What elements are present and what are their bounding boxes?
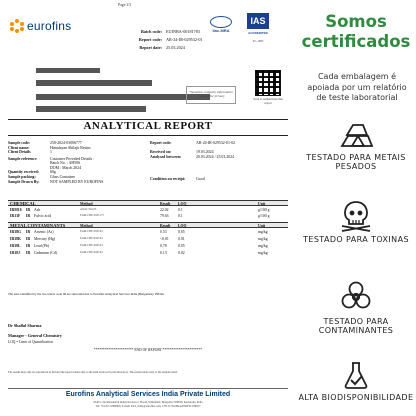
logo-text: eurofins	[27, 19, 72, 33]
table-row: IRM16 IR Ash AOAC 942.05 22.02 0.1 g/100 g	[10, 208, 270, 212]
loq-note: LOQ = Limit of Quantification	[8, 340, 53, 344]
table-row: IR38L IR Lead (Pb) EAM-CHE-SOP-94 0.78 0.05 mg/kg	[10, 244, 268, 248]
redaction-bar	[36, 94, 210, 100]
redaction-bar	[36, 106, 146, 112]
report-title: ANALYTICAL REPORT	[83, 120, 213, 132]
ias-badge: IAS ACCREDITED TL-1097	[245, 13, 271, 47]
sample-details-right: Report code: AR-24-IR-029532-01-02 Received on: 19.03.2024 Analysed between: 20.03.2024 / 25.03.2024 Condition on receipt: Good	[150, 141, 236, 181]
skull-icon	[339, 198, 373, 232]
certification-panel	[296, 0, 416, 416]
subcontract-note: The tests identified by the two letters code IR are subcontracted to Eurofins Analytical Services India (Bengaluru). INDIA	[8, 292, 164, 296]
redaction-bar	[36, 80, 152, 86]
flask-check-icon	[341, 360, 371, 390]
biohazard-icon	[339, 280, 373, 314]
table-row: IR38K IR Mercury (Hg) EAM-CHE-SOP-94 <0.01 0.01 mg/kg	[10, 237, 268, 241]
cert-toxins: TESTADO PARA TOXINAS	[296, 198, 416, 244]
ilac-mra-badge: ilac-MRA	[206, 13, 236, 45]
chemical-section-header: CHEMICAL Method Result LOQ Unit	[8, 200, 288, 206]
report-footer	[0, 388, 296, 416]
metal-bars-icon	[338, 118, 374, 150]
panel-subtitle: Cada embalagem é apoiada por um relatório de teste laboratorial	[307, 72, 407, 102]
panel-title: Somos certificados	[301, 12, 411, 51]
qr-label: Scan to authenticate this report	[253, 97, 283, 105]
table-row: IR38J IR Cadmium (Cd) EAM-CHE-SOP-94 0.13 0.02 mg/kg	[10, 251, 268, 255]
accreditation-badges	[206, 13, 271, 47]
meta-batch-code: Batch code: EUINBA-00181783	[140, 29, 200, 34]
eurofins-logo	[10, 19, 71, 33]
meta-report-date: Report date: 25.03.2024	[139, 45, 185, 50]
metal-contaminants-section-header: METAL CONTAMINANTS Method Result LOQ Unit	[8, 222, 288, 228]
sample-details-left: Sample code: 258-2024-03006777 Client name: Himalayan Shilajit Resins Client Details 1 Sample reference Customer Provided Details : Batch No. : AH506 DOM : March 2024 Quantity received: 60g Sample packing: Glass Container Sample Drawn By: NOT SAMPLED BY EUROFINS	[8, 141, 104, 184]
redaction-bar	[36, 68, 100, 73]
redaction-note: *Sensitive company information redacted for privacy	[186, 86, 236, 104]
report-meta	[128, 28, 203, 52]
cert-contaminants: TESTADO PARA CONTAMINANTES	[296, 280, 416, 335]
cert-heavy-metals: TESTADO PARA METAIS PESADOS	[296, 118, 416, 171]
disclaimer: The results may only be reproduced in full and the report relates only to the item received by the laboratory. The results relate only to the sample tested.	[8, 371, 178, 374]
table-row: IR13F IR Fulvic acid EAM-CHE-SOP-175 79.63 0.1 g/100 g	[10, 214, 270, 218]
meta-report-code: Report code: AR-24-IR-029532-01	[138, 37, 203, 42]
qr-code[interactable]	[255, 70, 281, 96]
cert-bioavailability: ALTA BIODISPONIBILIDADE	[296, 360, 416, 402]
table-row: IR38G IR Arsenic (As) EAM-CHE-SOP-94 0.53 0.05 mg/kg	[10, 230, 268, 234]
eurofins-logo-icon	[10, 19, 24, 33]
end-of-report: ********************** END OF REPORT **********************	[93, 348, 203, 352]
page-number: Page 1/3	[118, 3, 132, 7]
signatory-role: Manager - General Chemistry	[8, 333, 62, 338]
signatory-name: Dr Shallal Sharma	[8, 323, 42, 328]
company-contact: Tel: +91 80 41080800, E-mail: EAS_India@eurofins.com, CIN: U73100KA2006PTC038957	[95, 405, 201, 408]
company-name: Eurofins Analytical Services India Private Limited	[65, 391, 231, 398]
company-address: #540/1, Doddanakundi Industrial Area 2, Hoodi, Whitefield, Bengaluru 560048, Karnataka, India	[93, 401, 203, 404]
